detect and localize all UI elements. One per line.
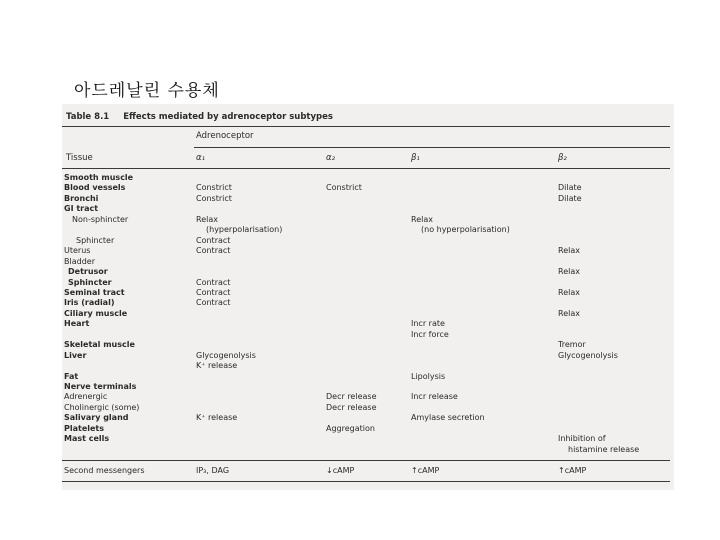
tissue-cell: Platelets (64, 423, 105, 433)
beta2-effect-cell: Relax (558, 308, 580, 318)
tissue-cell: Mast cells (64, 434, 110, 444)
beta2-effect-cell: Dilate (558, 183, 582, 193)
beta1-effect-cell: Relax (411, 214, 433, 224)
alpha2-effect-cell: Decr release (326, 392, 377, 402)
tissue-cell: Cholinergic (some) (64, 402, 140, 412)
alpha1-effect-cell: Constrict (196, 183, 232, 193)
alpha2-effect-cell: Constrict (326, 183, 362, 193)
slide-title: 아드레날린 수용체 (74, 81, 220, 101)
beta2-effect-cell: Relax (558, 267, 580, 277)
col-header-tissue: Tissue (66, 153, 93, 163)
tissue-cell: Sphincter (68, 277, 112, 287)
alpha2-effect-cell: Decr release (326, 402, 377, 412)
tissue-cell: Bladder (64, 256, 95, 266)
messenger-alpha2: ↓cAMP (326, 466, 355, 475)
tissue-cell: Iris (radial) (64, 298, 115, 308)
alpha1-effect-cell: K⁺ release (196, 361, 238, 371)
table-caption (66, 112, 333, 122)
col-header-alpha1: α₁ (196, 153, 206, 163)
beta1-effect-cell: (no hyperpolarisation) (421, 225, 510, 235)
tissue-cell: Liver (64, 350, 87, 360)
beta1-effect-cell: Lipolysis (411, 371, 446, 381)
tissue-cell: Uterus (64, 246, 91, 256)
tissue-cell: Non-sphincter (72, 214, 129, 224)
alpha1-effect-cell: K⁺ release (196, 413, 238, 423)
alpha1-effect-cell: Relax (196, 214, 218, 224)
beta2-effect-cell: Relax (558, 246, 580, 256)
beta2-effect-cell: Relax (558, 287, 580, 297)
table-number: Table 8.1 (66, 112, 110, 122)
col-header-beta2: β₂ (558, 153, 567, 163)
col-header-alpha2: α₂ (326, 153, 336, 163)
beta2-effect-cell: Tremor (558, 340, 586, 350)
messenger-beta1: ↑cAMP (411, 466, 440, 475)
tissue-cell: Fat (64, 371, 79, 381)
alpha1-effect-cell: Contract (196, 298, 231, 308)
tissue-cell: Adrenergic (64, 392, 108, 402)
tissue-cell: Ciliary muscle (64, 308, 128, 318)
alpha1-effect-cell: Contract (196, 235, 231, 245)
alpha1-effect-cell: Constrict (196, 193, 232, 203)
tissue-cell: Sphincter (76, 235, 115, 245)
beta2-effect-cell: histamine release (568, 444, 640, 454)
beta2-effect-cell: Dilate (558, 193, 582, 203)
adrenoceptor-group-header: Adrenoceptor (196, 131, 254, 141)
beta1-effect-cell: Incr release (411, 392, 458, 402)
alpha2-effect-cell: Aggregation (326, 423, 375, 433)
beta1-effect-cell: Incr rate (411, 319, 445, 329)
beta1-effect-cell: Amylase secretion (411, 413, 485, 423)
beta2-effect-cell: Glycogenolysis (558, 350, 618, 360)
beta1-effect-cell: Incr force (411, 329, 449, 339)
tissue-cell: Nerve terminals (64, 382, 137, 391)
tissue-cell: Blood vessels (64, 183, 126, 193)
group-header-rule (194, 147, 670, 148)
messenger-beta2: ↑cAMP (558, 466, 587, 475)
alpha1-effect-cell: Glycogenolysis (196, 350, 256, 360)
tissue-cell: Salivary gland (64, 413, 129, 423)
tissue-cell: GI tract (64, 204, 99, 214)
table-top-rule (62, 126, 670, 127)
table-caption-text: Effects mediated by adrenoceptor subtypes (123, 112, 333, 122)
tissue-cell: Seminal tract (64, 287, 125, 297)
col-header-beta1: β₁ (411, 153, 420, 163)
alpha1-effect-cell: Contract (196, 277, 231, 287)
tissue-cell: Skeletal muscle (64, 340, 135, 350)
table-bottom-rule (62, 481, 670, 482)
alpha1-effect-cell: Contract (196, 287, 231, 297)
messenger-alpha1: IP₃, DAG (196, 466, 230, 475)
header-bottom-rule (62, 168, 670, 169)
tissue-cell: Heart (64, 319, 90, 329)
tissue-cell: Smooth muscle (64, 173, 134, 182)
messengers-top-rule (62, 460, 670, 461)
tissue-cell: Bronchi (64, 193, 99, 203)
alpha1-effect-cell: Contract (196, 246, 231, 256)
second-messengers-label: Second messengers (64, 466, 145, 475)
beta2-effect-cell: Inhibition of (558, 434, 606, 444)
tissue-cell: Detrusor (68, 267, 108, 277)
alpha1-effect-cell: (hyperpolarisation) (206, 225, 283, 235)
